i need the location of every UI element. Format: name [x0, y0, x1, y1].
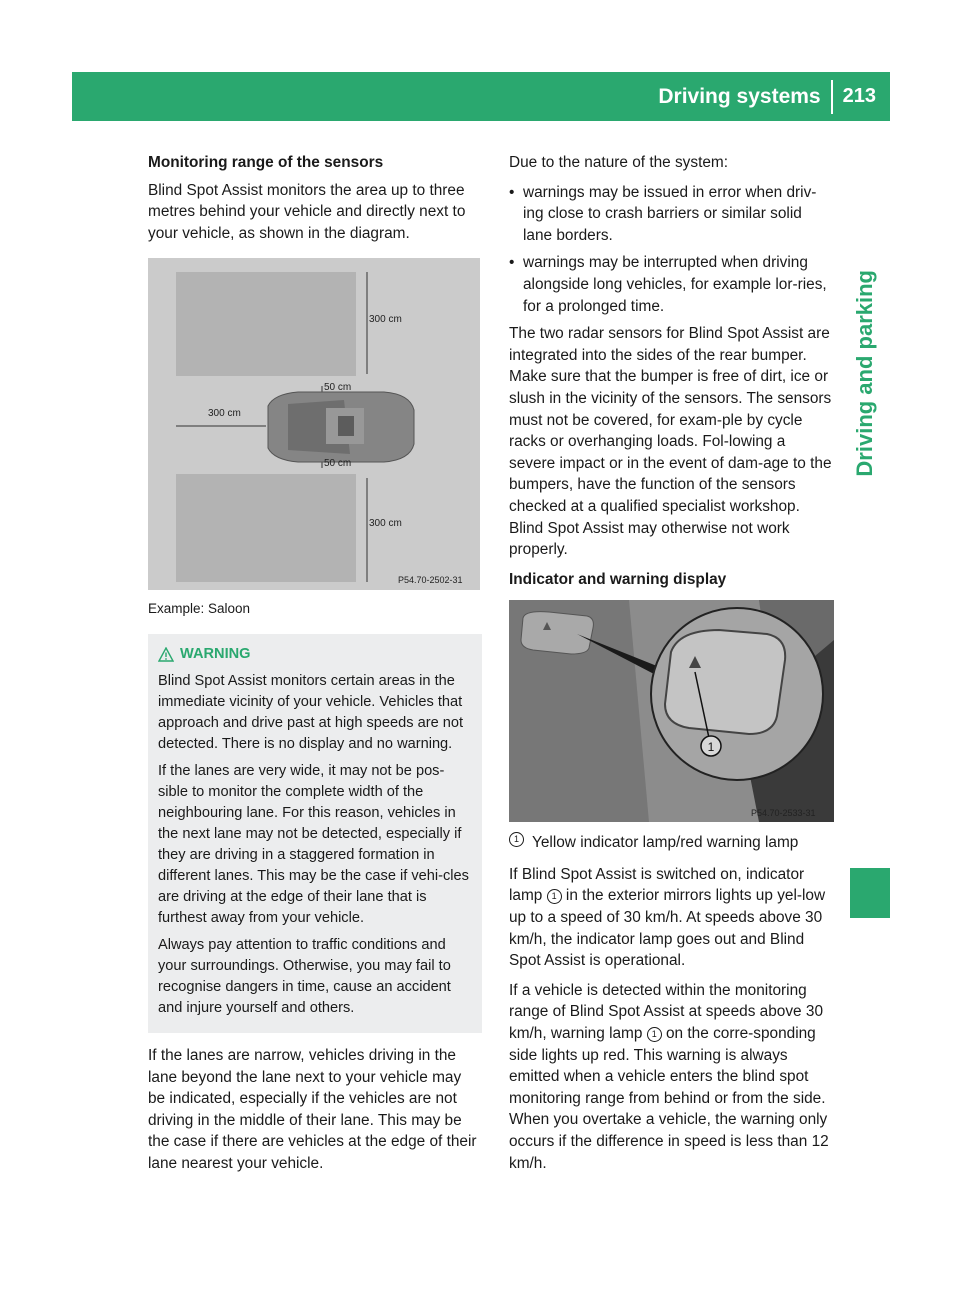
- callout-1-icon: 1: [647, 1027, 662, 1042]
- label-bottom-300: 300 cm: [369, 518, 402, 530]
- warning-paragraph-3: Always pay attention to traffic conditions and your surroundings. Otherwise, you may fail to recognise dangers in time, cause an accident and injure yourself and others.: [158, 936, 451, 1016]
- sensor-range-svg: [148, 258, 480, 590]
- text-run: If Blind Spot Assist is switched on, indicator lamp: [509, 865, 805, 905]
- warning-box: [148, 634, 482, 1033]
- figure-legend: [509, 832, 834, 854]
- indicator-paragraph: [509, 864, 834, 972]
- page-number: 213: [842, 85, 876, 107]
- page-header: [72, 72, 890, 121]
- warning-paragraph-2: If the lanes are very wide, it may not be pos-sible to monitor the complete width of the neighbouring lane. For this reason, vehicles in the next lane may not be detected, especially if they are driving in a staggered formation in different lanes. This may be the case if vehi-cles are driving at the edge of their lane that is furthest away from your vehicle.: [158, 762, 469, 926]
- figure-caption: Example: Saloon: [148, 601, 251, 617]
- nature-intro: Due to the nature of the system:: [509, 154, 729, 171]
- chapter-tab: [847, 138, 883, 608]
- warning-lamp-paragraph: [509, 980, 834, 1174]
- mirror-indicator-image: [509, 600, 834, 822]
- car-top-view: [268, 392, 414, 462]
- callout-1-icon: 1: [547, 889, 562, 904]
- nature-list: [509, 182, 834, 318]
- warning-heading: [158, 644, 472, 665]
- warning-title: WARNING: [180, 645, 251, 662]
- figure-code: P54.70-2502-31: [398, 575, 463, 586]
- callout-1-icon: 1: [509, 832, 524, 847]
- mirror-indicator-svg: [509, 600, 834, 822]
- list-item: • warnings may be interrupted when driving alongside long vehicles, for example lor-ries, for a prolonged time.: [509, 252, 834, 317]
- narrow-lanes-paragraph: If the lanes are narrow, vehicles driving in the lane beyond the lane next to your vehicle may be indicated, especially if the vehicles are not driving in the middle of their lane. This may be the case if there are vehicles at the edge of their lane nearest your vehicle.: [148, 1046, 477, 1172]
- text-run: on the corre-sponding side lights up red. This warning is always emitted when a vehicle enters the blind spot monitoring range from behind or from the side. When you overtake a vehicle, the warning only occurs if the difference in speed is less than 12 km/h.: [509, 1025, 829, 1172]
- label-top-300: 300 cm: [369, 314, 402, 326]
- warning-paragraph-1: Blind Spot Assist monitors certain areas in the immediate vicinity of your vehicle. Vehicles that approach and drive past at high speeds are not detected. There is no display and no warning.: [158, 672, 464, 752]
- section-title: Driving systems: [658, 84, 821, 108]
- label-side-300: 300 cm: [208, 408, 241, 420]
- warning-triangle-icon: [158, 647, 174, 662]
- list-item: • warnings may be issued in error when driv-ing close to crash barriers or similar solid lane borders.: [509, 182, 834, 247]
- right-column: [509, 152, 834, 1182]
- intro-paragraph: Blind Spot Assist monitors the area up to three metres behind your vehicle and directly next to your vehicle, as shown in the diagram.: [148, 181, 466, 242]
- sensor-range-diagram: [148, 258, 480, 590]
- label-gap-bottom: 50 cm: [324, 458, 352, 470]
- left-column: [148, 152, 482, 1183]
- section-heading-2: Indicator and warning display: [509, 570, 727, 588]
- label-gap-top: 50 cm: [324, 382, 352, 394]
- callout-number: 1: [707, 740, 715, 755]
- text-run: in the exterior mirrors lights up yel-low up to a speed of 30 km/h. At speeds above 30 km/h, the indicator lamp goes out and Blind Spot Assist is operational.: [509, 887, 826, 970]
- section-heading: Monitoring range of the sensors: [148, 154, 384, 171]
- text-run: If a vehicle is detected within the monitoring range of Blind Spot Assist at speeds above 30 km/h, warning lamp: [509, 981, 824, 1043]
- monitor-zone-bottom: [176, 474, 356, 582]
- figure-code-2: P54.70-2533-31: [751, 808, 816, 819]
- chapter-label: Driving and parking: [852, 269, 877, 477]
- chapter-marker: [850, 868, 890, 918]
- sensors-paragraph: The two radar sensors for Blind Spot Assist are integrated into the sides of the rear bumper. Make sure that the bumper is free of dirt, ice or slush in the vicinity of the sensors. The sensors must not be covered, for exam-ple by cycle racks or overhanging loads. Fol-lowing a severe impact or in the event of dam-age to the bumpers, have the function of the sensors checked at a qualified specialist workshop. Blind Spot Assist may otherwise not work properly.: [509, 325, 832, 559]
- legend-text: Yellow indicator lamp/red warning lamp: [532, 834, 799, 852]
- monitor-zone-top: [176, 272, 356, 376]
